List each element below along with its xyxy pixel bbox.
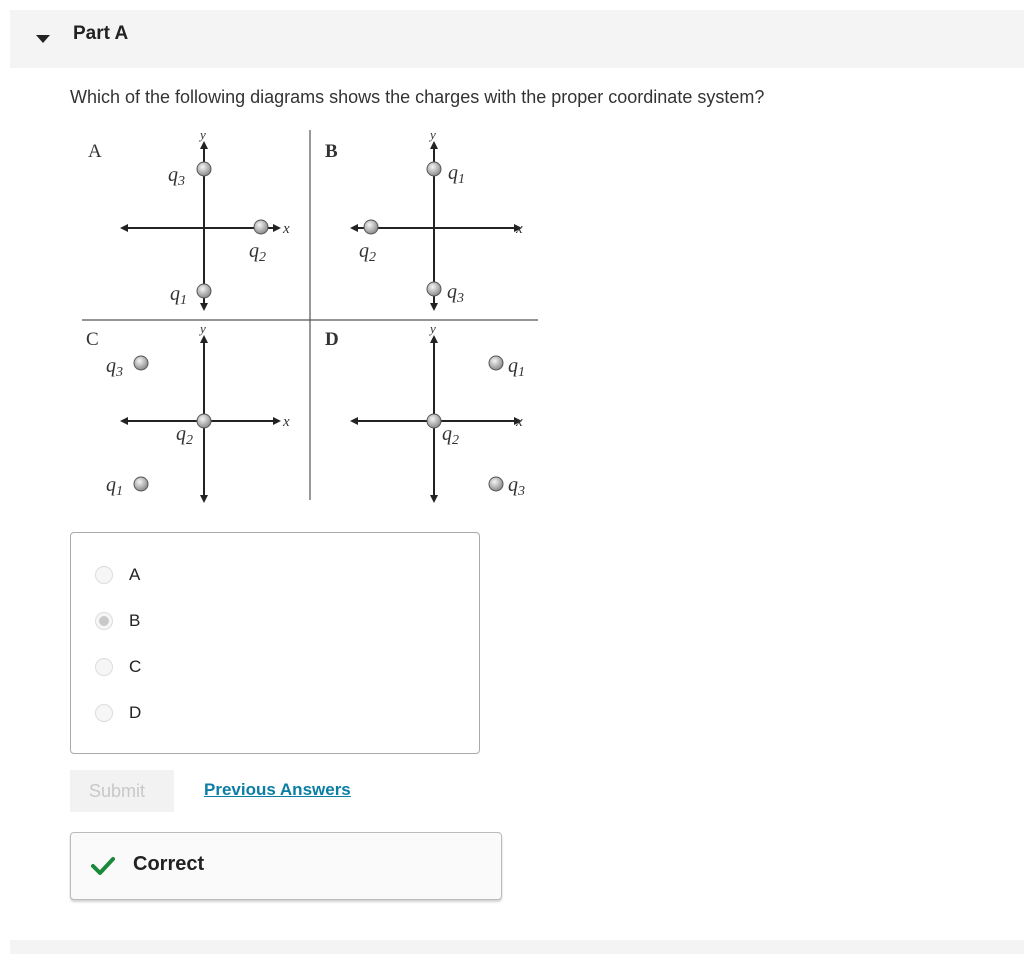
part-title: Part A xyxy=(73,23,129,44)
question-text: Which of the following diagrams shows the charges with the proper coordinate system? xyxy=(70,87,765,107)
axis-x-label: x xyxy=(516,414,523,430)
panel-label-b: B xyxy=(325,141,338,162)
next-part-header[interactable] xyxy=(10,940,1024,954)
radio-c[interactable] xyxy=(95,658,113,676)
axis-x-label: x xyxy=(283,221,290,237)
svg-text:q1: $q_1$ xyxy=(106,474,123,499)
choice-b[interactable] xyxy=(95,609,140,633)
axis-y-label: y xyxy=(430,321,436,336)
panel-b xyxy=(350,127,523,311)
choice-label: B xyxy=(129,611,141,630)
choice-d[interactable] xyxy=(95,701,141,725)
svg-text:q2: $q_2$ xyxy=(176,423,193,448)
svg-text:q1: $q_1$ xyxy=(508,355,525,380)
part-header[interactable] xyxy=(10,10,1024,68)
answer-choices xyxy=(70,532,480,754)
svg-text:q3: $q_3$ xyxy=(106,355,123,380)
panel-a xyxy=(120,127,290,311)
submit-button[interactable]: Submit xyxy=(70,770,174,812)
svg-text:q3: $q_3$ xyxy=(168,164,185,189)
axis-y-label: y xyxy=(430,127,436,142)
svg-text:q1: $q_1$ xyxy=(170,283,187,308)
panel-label-a: A xyxy=(88,141,102,162)
panel-label-c: C xyxy=(86,329,99,350)
panel-c xyxy=(106,321,290,503)
choice-label: C xyxy=(129,657,142,676)
svg-text:q2: $q_2$ xyxy=(442,423,459,448)
svg-text:q1: $q_1$ xyxy=(448,162,465,187)
panel-label-d: D xyxy=(325,329,339,350)
feedback-text: Correct xyxy=(133,853,205,875)
previous-answers-link[interactable]: Previous Answers xyxy=(204,780,351,799)
choice-label: D xyxy=(129,703,142,722)
svg-text:q3: $q_3$ xyxy=(508,474,525,499)
axis-y-label: y xyxy=(200,321,206,336)
axis-x-label: x xyxy=(283,414,290,430)
axis-x-label: x xyxy=(516,221,523,237)
feedback-box xyxy=(70,832,502,900)
radio-a[interactable] xyxy=(95,566,113,584)
caret-down-icon[interactable] xyxy=(32,30,54,46)
choice-label: A xyxy=(129,565,141,584)
axis-y-label: y xyxy=(200,127,206,142)
choice-c[interactable] xyxy=(95,655,141,679)
radio-d[interactable] xyxy=(95,704,113,722)
charge-diagram xyxy=(70,125,550,515)
panel-d xyxy=(350,321,525,503)
checkmark-icon xyxy=(91,855,115,877)
svg-text:q2: $q_2$ xyxy=(249,240,266,265)
svg-text:q3: $q_3$ xyxy=(447,281,464,306)
svg-text:q2: $q_2$ xyxy=(359,240,376,265)
radio-b[interactable] xyxy=(95,612,113,630)
choice-a[interactable] xyxy=(95,563,140,587)
